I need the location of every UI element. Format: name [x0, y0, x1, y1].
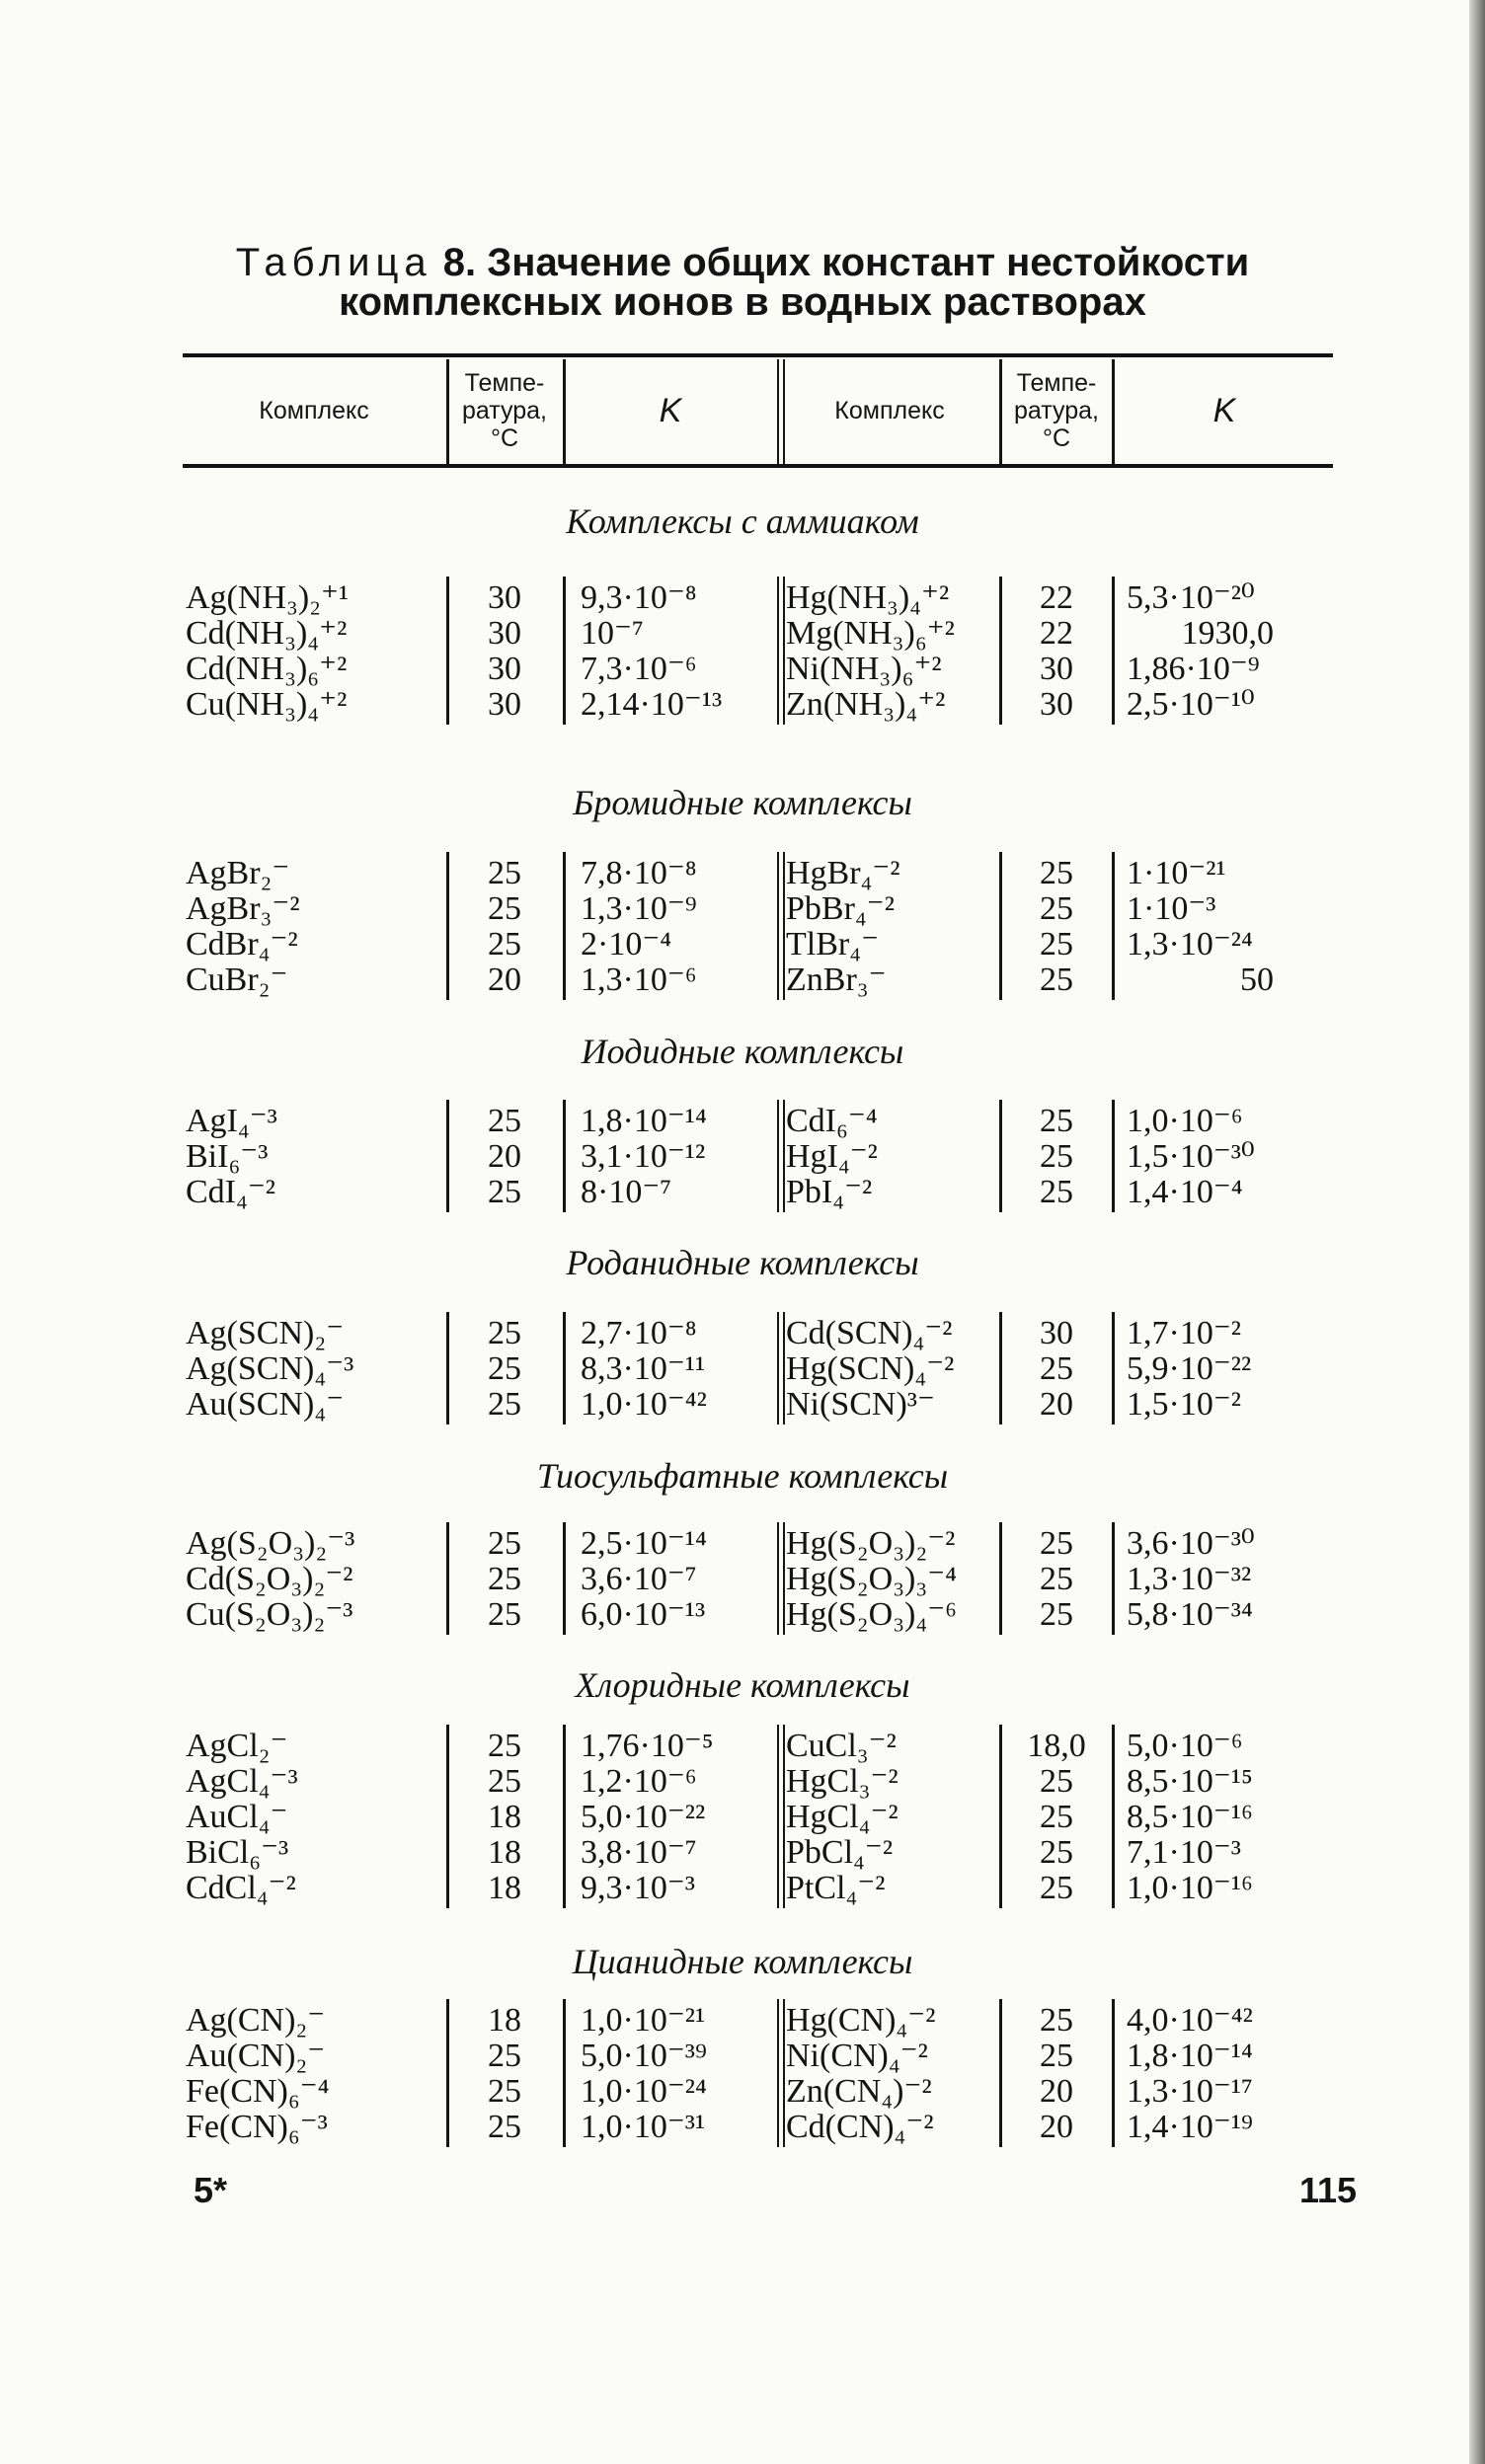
header-complex-2: Комплекс	[834, 397, 945, 424]
table-top-rule	[183, 353, 1333, 357]
k-right: 1930,0	[1181, 615, 1274, 652]
temperature-left: 18	[488, 1870, 521, 1906]
column-divider	[1112, 1725, 1115, 1908]
table-caption-lead: Таблица	[235, 241, 432, 284]
column-divider	[777, 1725, 779, 1908]
complex-left: AuCl₄⁻	[186, 1799, 288, 1835]
complex-left: Cd(NH₃)₄⁺²	[186, 615, 348, 652]
k-left: 1,0·10⁻³¹	[581, 2109, 706, 2145]
column-divider	[446, 1725, 449, 1908]
k-right: 3,6·10⁻³⁰	[1127, 1525, 1255, 1562]
complex-right: Ni(SCN)³⁻	[786, 1386, 935, 1423]
complex-left: Ag(SCN)₄⁻³	[186, 1350, 354, 1387]
temperature-left: 30	[488, 579, 521, 616]
k-left: 1,8·10⁻¹⁴	[581, 1103, 707, 1139]
temperature-left: 25	[488, 1596, 521, 1633]
k-right: 1,0·10⁻¹⁶	[1127, 1870, 1253, 1906]
temperature-right: 25	[1040, 1799, 1073, 1835]
section-title: Цианидные комплексы	[572, 1942, 913, 1981]
k-left: 6,0·10⁻¹³	[581, 1596, 706, 1633]
complex-right: CdI₆⁻⁴	[786, 1103, 878, 1139]
table-caption-line2: комплексных ионов в водных растворах	[339, 280, 1146, 324]
page-number: 115	[1299, 2170, 1358, 2210]
complex-right: HgCl₄⁻²	[786, 1799, 899, 1835]
complex-left: AgCl₂⁻	[186, 1728, 288, 1764]
column-divider	[999, 1999, 1002, 2147]
column-divider	[1112, 1312, 1115, 1424]
temperature-left: 25	[488, 1561, 521, 1597]
column-divider	[1112, 1100, 1115, 1212]
k-left: 3,8·10⁻⁷	[581, 1834, 697, 1871]
k-left: 10⁻⁷	[581, 615, 644, 652]
k-right: 1·10⁻³	[1127, 890, 1216, 927]
k-left: 2,14·10⁻¹³	[581, 686, 723, 723]
complex-left: Cd(S₂O₃)₂⁻²	[186, 1561, 353, 1597]
k-left: 2·10⁻⁴	[581, 926, 672, 962]
temperature-right: 25	[1040, 1103, 1073, 1139]
section-title: Тиосульфатные комплексы	[536, 1456, 949, 1496]
column-divider	[1112, 577, 1115, 725]
k-left: 7,8·10⁻⁸	[581, 855, 697, 891]
column-divider	[446, 1100, 449, 1212]
complex-right: Cd(CN)₄⁻²	[786, 2109, 934, 2145]
temperature-left: 20	[488, 1138, 521, 1175]
k-left: 1,0·10⁻⁴²	[581, 1386, 707, 1423]
temperature-left: 25	[488, 890, 521, 927]
header-divider-1	[563, 359, 566, 464]
column-divider	[446, 577, 449, 725]
section-title: Роданидные комплексы	[566, 1243, 919, 1282]
complex-right: PbI₄⁻²	[786, 1174, 873, 1210]
temperature-right: 25	[1040, 962, 1073, 998]
complex-left: AgCl₄⁻³	[186, 1763, 298, 1800]
complex-right: HgI₄⁻²	[786, 1138, 878, 1175]
temperature-right: 30	[1040, 686, 1073, 723]
complex-right: PtCl₄⁻²	[786, 1870, 886, 1906]
k-left: 1,76·10⁻⁵	[581, 1728, 714, 1764]
header-divider-3	[999, 359, 1002, 464]
signature-mark: 5*	[194, 2170, 228, 2210]
column-divider	[999, 1100, 1002, 1212]
k-right: 1,3·10⁻²⁴	[1127, 926, 1253, 962]
temperature-right: 25	[1040, 855, 1073, 891]
complex-left: CuBr₂⁻	[186, 962, 288, 998]
complex-right: Hg(S₂O₃)₃⁻⁴	[786, 1561, 958, 1597]
column-divider	[446, 1312, 449, 1424]
column-divider	[783, 1522, 785, 1635]
column-divider	[777, 1100, 779, 1212]
temperature-right: 20	[1040, 2109, 1073, 2145]
complex-left: Fe(CN)₆⁻³	[186, 2109, 328, 2145]
column-divider	[446, 1522, 449, 1635]
temperature-right: 25	[1040, 1870, 1073, 1906]
complex-right: PbBr₄⁻²	[786, 890, 895, 927]
complex-right: Hg(SCN)₄⁻²	[786, 1350, 955, 1387]
column-divider	[1112, 1522, 1115, 1635]
k-right: 2,5·10⁻¹⁰	[1127, 686, 1255, 723]
temperature-left: 25	[488, 2038, 521, 2074]
complex-right: PbCl₄⁻²	[786, 1834, 894, 1871]
temperature-right: 25	[1040, 1138, 1073, 1175]
page-edge	[1469, 0, 1485, 2464]
complex-right: Ni(NH₃)₆⁺²	[786, 651, 942, 687]
header-divider-4	[1112, 359, 1115, 464]
complex-left: Ag(SCN)₂⁻	[186, 1315, 345, 1351]
temperature-left: 25	[488, 1728, 521, 1764]
k-right: 5,9·10⁻²²	[1127, 1350, 1252, 1387]
column-divider	[783, 852, 785, 1000]
section-title: Комплексы с аммиаком	[566, 501, 919, 541]
temperature-right: 18,0	[1027, 1728, 1086, 1764]
complex-left: AgI₄⁻³	[186, 1103, 277, 1139]
complex-left: Cu(S₂O₃)₂⁻³	[186, 1596, 353, 1633]
column-divider	[999, 852, 1002, 1000]
column-divider	[777, 1522, 779, 1635]
k-left: 1,0·10⁻²⁴	[581, 2073, 707, 2110]
temperature-right: 25	[1040, 1561, 1073, 1597]
k-right: 1,7·10⁻²	[1127, 1315, 1241, 1351]
complex-right: Cd(SCN)₄⁻²	[786, 1315, 953, 1351]
column-divider	[563, 1312, 566, 1424]
k-right: 5,8·10⁻³⁴	[1127, 1596, 1253, 1633]
column-divider	[777, 1312, 779, 1424]
temperature-left: 18	[488, 1799, 521, 1835]
temperature-right: 20	[1040, 2073, 1073, 2110]
temperature-right: 25	[1040, 890, 1073, 927]
column-divider	[563, 577, 566, 725]
header-temperature-1: Темпе- ратура, °С	[462, 369, 547, 452]
complex-left: CdBr₄⁻²	[186, 926, 298, 962]
section-title: Иодидные комплексы	[581, 1032, 904, 1071]
k-right: 1,4·10⁻⁴	[1127, 1174, 1243, 1210]
complex-right: ZnBr₃⁻	[786, 962, 887, 998]
k-right: 1,3·10⁻³²	[1127, 1561, 1252, 1597]
temperature-left: 25	[488, 926, 521, 962]
temperature-right: 20	[1040, 1386, 1073, 1423]
k-right: 1,5·10⁻³⁰	[1127, 1138, 1255, 1175]
temperature-left: 30	[488, 615, 521, 652]
temperature-right: 25	[1040, 1763, 1073, 1800]
column-divider	[783, 577, 785, 725]
complex-left: Au(SCN)₄⁻	[186, 1386, 345, 1423]
k-left: 5,0·10⁻²²	[581, 1799, 706, 1835]
header-k-2: K	[1212, 392, 1236, 429]
header-divider-2-b	[783, 359, 785, 464]
k-right: 5,3·10⁻²⁰	[1127, 579, 1255, 616]
header-complex-1: Комплекс	[259, 397, 369, 424]
temperature-right: 30	[1040, 1315, 1073, 1351]
header-divider-0	[446, 359, 449, 464]
temperature-left: 25	[488, 1315, 521, 1351]
temperature-right: 25	[1040, 1596, 1073, 1633]
complex-left: AgBr₃⁻²	[186, 890, 300, 927]
k-left: 8·10⁻⁷	[581, 1174, 672, 1210]
table-caption-rest: 8. Значение общих констант нестойкости	[431, 241, 1250, 284]
complex-left: CdCl₄⁻²	[186, 1870, 296, 1906]
k-right: 50	[1240, 962, 1274, 998]
column-divider	[563, 1522, 566, 1635]
k-left: 9,3·10⁻³	[581, 1870, 695, 1906]
complex-right: Ni(CN)₄⁻²	[786, 2038, 928, 2074]
complex-right: Mg(NH₃)₆⁺²	[786, 615, 955, 652]
temperature-left: 30	[488, 686, 521, 723]
temperature-right: 25	[1040, 926, 1073, 962]
header-k-1: K	[659, 392, 682, 429]
k-left: 2,7·10⁻⁸	[581, 1315, 697, 1351]
k-right: 1,86·10⁻⁹	[1127, 651, 1260, 687]
column-divider	[446, 852, 449, 1000]
k-left: 3,6·10⁻⁷	[581, 1561, 697, 1597]
k-left: 1,2·10⁻⁶	[581, 1763, 697, 1800]
column-divider	[783, 1312, 785, 1424]
temperature-left: 25	[488, 1103, 521, 1139]
k-left: 5,0·10⁻³⁹	[581, 2038, 707, 2074]
k-right: 1,5·10⁻²	[1127, 1386, 1241, 1423]
complex-left: BiCl₆⁻³	[186, 1834, 289, 1871]
column-divider	[777, 852, 779, 1000]
complex-right: TlBr₄⁻	[786, 926, 880, 962]
complex-left: Ag(S₂O₃)₂⁻³	[186, 1525, 355, 1562]
section-title: Бромидные комплексы	[573, 783, 912, 822]
k-right: 1·10⁻²¹	[1127, 855, 1226, 891]
complex-left: CdI₄⁻²	[186, 1174, 275, 1210]
column-divider	[999, 1522, 1002, 1635]
temperature-right: 22	[1040, 579, 1073, 616]
temperature-left: 25	[488, 2073, 521, 2110]
k-right: 8,5·10⁻¹⁶	[1127, 1799, 1253, 1835]
complex-right: Zn(NH₃)₄⁺²	[786, 686, 946, 723]
header-divider-2	[777, 359, 779, 464]
complex-right: Zn(CN₄)⁻²	[786, 2073, 932, 2110]
complex-left: Ag(CN)₂⁻	[186, 2002, 326, 2039]
k-left: 7,3·10⁻⁶	[581, 651, 697, 687]
temperature-right: 25	[1040, 1525, 1073, 1562]
k-left: 8,3·10⁻¹¹	[581, 1350, 706, 1387]
temperature-right: 25	[1040, 2038, 1073, 2074]
complex-right: Hg(S₂O₃)₄⁻⁶	[786, 1596, 958, 1633]
temperature-right: 25	[1040, 2002, 1073, 2039]
table-caption-line1	[0, 243, 1485, 282]
temperature-left: 25	[488, 855, 521, 891]
k-left: 1,3·10⁻⁹	[581, 890, 697, 927]
complex-left: Fe(CN)₆⁻⁴	[186, 2073, 330, 2110]
complex-right: HgBr₄⁻²	[786, 855, 900, 891]
temperature-left: 25	[488, 1763, 521, 1800]
complex-right: CuCl₃⁻²	[786, 1728, 897, 1764]
column-divider	[777, 577, 779, 725]
column-divider	[563, 1725, 566, 1908]
temperature-right: 22	[1040, 615, 1073, 652]
temperature-left: 25	[488, 1525, 521, 1562]
column-divider	[999, 577, 1002, 725]
k-right: 1,8·10⁻¹⁴	[1127, 2038, 1253, 2074]
k-right: 8,5·10⁻¹⁵	[1127, 1763, 1253, 1800]
complex-left: Ag(NH₃)₂⁺¹	[186, 579, 350, 616]
k-left: 1,3·10⁻⁶	[581, 962, 697, 998]
column-divider	[777, 1999, 779, 2147]
complex-left: Au(CN)₂⁻	[186, 2038, 326, 2074]
k-right: 1,3·10⁻¹⁷	[1127, 2073, 1253, 2110]
complex-left: Cd(NH₃)₆⁺²	[186, 651, 348, 687]
column-divider	[999, 1725, 1002, 1908]
temperature-right: 25	[1040, 1834, 1073, 1871]
k-left: 3,1·10⁻¹²	[581, 1138, 706, 1175]
k-right: 1,0·10⁻⁶	[1127, 1103, 1243, 1139]
column-divider	[783, 1999, 785, 2147]
complex-left: Cu(NH₃)₄⁺²	[186, 686, 348, 723]
temperature-left: 25	[488, 1350, 521, 1387]
temperature-left: 25	[488, 2109, 521, 2145]
temperature-left: 18	[488, 1834, 521, 1871]
k-right: 5,0·10⁻⁶	[1127, 1728, 1243, 1764]
column-divider	[783, 1100, 785, 1212]
temperature-right: 25	[1040, 1174, 1073, 1210]
temperature-right: 25	[1040, 1350, 1073, 1387]
k-left: 1,0·10⁻²¹	[581, 2002, 706, 2039]
k-right: 7,1·10⁻³	[1127, 1834, 1241, 1871]
k-left: 2,5·10⁻¹⁴	[581, 1525, 707, 1562]
temperature-left: 25	[488, 1174, 521, 1210]
column-divider	[563, 1999, 566, 2147]
column-divider	[1112, 1999, 1115, 2147]
column-divider	[563, 1100, 566, 1212]
complex-right: Hg(NH₃)₄⁺²	[786, 579, 950, 616]
temperature-left: 25	[488, 1386, 521, 1423]
complex-right: Hg(CN)₄⁻²	[786, 2002, 936, 2039]
complex-left: AgBr₂⁻	[186, 855, 290, 891]
column-divider	[446, 1999, 449, 2147]
k-right: 4,0·10⁻⁴²	[1127, 2002, 1253, 2039]
section-title: Хлоридные комплексы	[575, 1665, 910, 1705]
column-divider	[563, 852, 566, 1000]
temperature-right: 30	[1040, 651, 1073, 687]
column-divider	[783, 1725, 785, 1908]
k-left: 9,3·10⁻⁸	[581, 579, 697, 616]
column-divider	[999, 1312, 1002, 1424]
column-divider	[1112, 852, 1115, 1000]
complex-right: HgCl₃⁻²	[786, 1763, 899, 1800]
header-temperature-2: Темпе- ратура, °С	[1014, 369, 1099, 452]
temperature-left: 18	[488, 2002, 521, 2039]
temperature-left: 20	[488, 962, 521, 998]
temperature-left: 30	[488, 651, 521, 687]
complex-left: BiI₆⁻³	[186, 1138, 269, 1175]
table-header-rule	[183, 464, 1333, 468]
complex-right: Hg(S₂O₃)₂⁻²	[786, 1525, 956, 1562]
k-right: 1,4·10⁻¹⁹	[1127, 2109, 1253, 2145]
